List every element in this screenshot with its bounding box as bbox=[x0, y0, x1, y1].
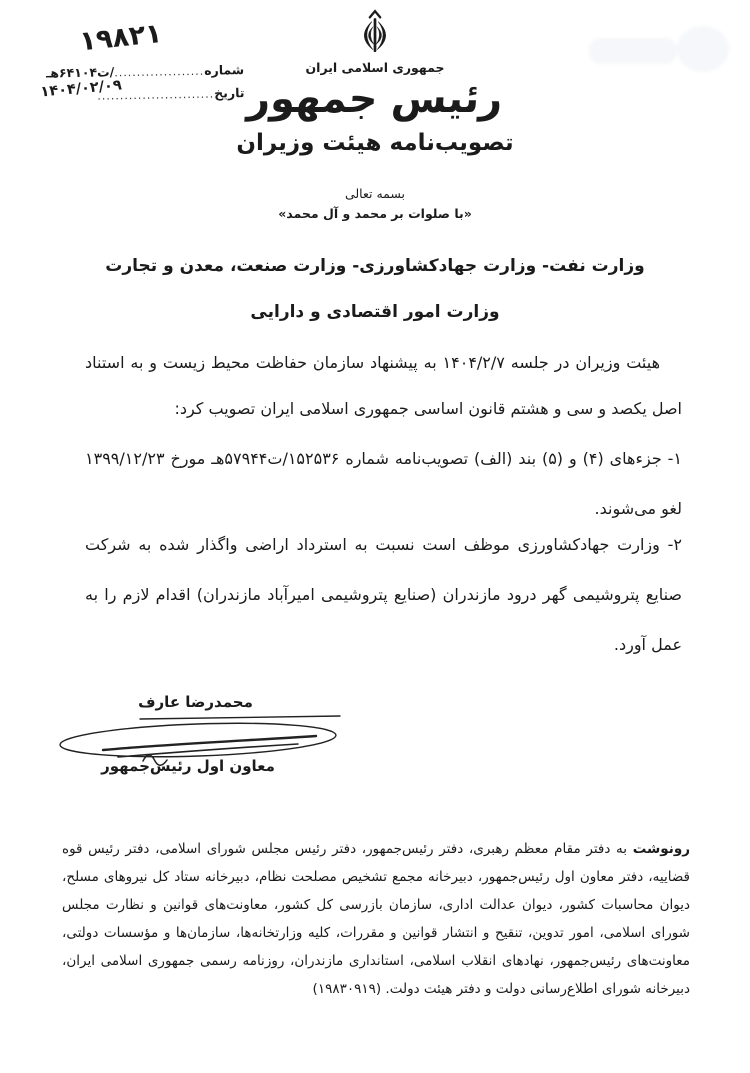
distribution-text: به دفتر مقام معظم رهبری، دفتر رئیس‌جمهور، دفتر رئیس مجلس شورای اسلامی، دفتر رئیس قوه قضاییه، دفتر معاون اول رئیس‌جمهور، دبیرخانه مجمع تشخیص مصلحت نظام، دبیرخانه ستاد کل نیروهای مسلح، دیوان محاسبات کشور، دیوان عدالت اداری، سازمان بازرسی کل کشور، معاونت‌های قوانین و نظارت مجلس شورای اسلامی، امور تدوین، تنقیح و انتشار قوانین و مقررات، کلیه وزارتخانه‌ها، سازمان‌ها و مؤسسات دولتی، معاونت‌های رئیس‌جمهور، نهادهای انقلاب اسلامی، استانداری مازندران، روزنامه رسمی جمهوری اسلامی ایران، دبیرخانه شورای اطلاع‌رسانی دولت و دفتر هیئت دولت. (۱۹۸۳۰۹۱۹) bbox=[62, 841, 690, 997]
cabinet-decree-title: تصویب‌نامه هیئت وزیران bbox=[236, 130, 514, 156]
distribution-list bbox=[62, 835, 690, 1003]
salawat-line: «با صلوات بر محمد و آل محمد» bbox=[278, 206, 472, 221]
decree-clause-1 bbox=[85, 434, 682, 534]
distribution-label: رونوشت bbox=[632, 841, 690, 857]
number-label: شماره bbox=[204, 62, 245, 78]
decree-intro-paragraph bbox=[85, 340, 682, 432]
signatory-title: معاون اول رئیس‌جمهور bbox=[101, 757, 275, 775]
president-calligraphy: رئیس جمهور bbox=[245, 76, 505, 122]
number-dotted-leader: .................... bbox=[114, 64, 205, 80]
decree-clause-2 bbox=[85, 520, 682, 670]
clause-2-text: ۲- وزارت جهادکشاورزی موظف است نسبت به استرداد اراضی واگذار شده به شرکت صنایع پتروشیمی گهر درود مازندران (صنایع پتروشیمی امیرآباد مازندران) اقدام لازم را به عمل آورد. bbox=[85, 535, 682, 654]
besmeleh-line: بسمه تعالی bbox=[344, 186, 406, 201]
handwritten-letter-number: ۱۹۸۲۱ bbox=[78, 17, 164, 58]
number-suffix: /ت۶۴۱۰۴هـ bbox=[45, 64, 115, 81]
signatory-name: محمدرضا عارف bbox=[138, 693, 253, 711]
addressee-line-1: وزارت نفت- وزارت جهادکشاورزی- وزارت صنعت، معدن و تجارت bbox=[105, 256, 645, 276]
handwritten-date: ۱۴۰۴/۰۲/۰۹ bbox=[39, 77, 123, 101]
addressee-line-2: وزارت امور اقتصادی و دارایی bbox=[250, 302, 500, 322]
date-dotted-leader: .......................... bbox=[97, 87, 215, 103]
republic-of-iran-line: جمهوری اسلامی ایران bbox=[305, 60, 445, 75]
iran-emblem-icon bbox=[354, 8, 396, 58]
date-label: تاریخ bbox=[214, 85, 245, 101]
clause-1-text: ۱- جزءهای (۴) و (۵) بند (الف) تصویب‌نامه شماره ۱۵۲۵۳۶/ت۵۷۹۴۴هـ مورخ ۱۳۹۹/۱۲/۲۳ لغو می‌شوند. bbox=[85, 449, 683, 518]
intro-text: هیئت وزیران در جلسه ۱۴۰۴/۲/۷ به پیشنهاد سازمان حفاظت محیط زیست و به استناد اصل یکصد و سی و هشتم قانون اساسی جمهوری اسلامی ایران تصویب کرد: bbox=[85, 353, 682, 418]
signature-scribble bbox=[48, 700, 348, 789]
